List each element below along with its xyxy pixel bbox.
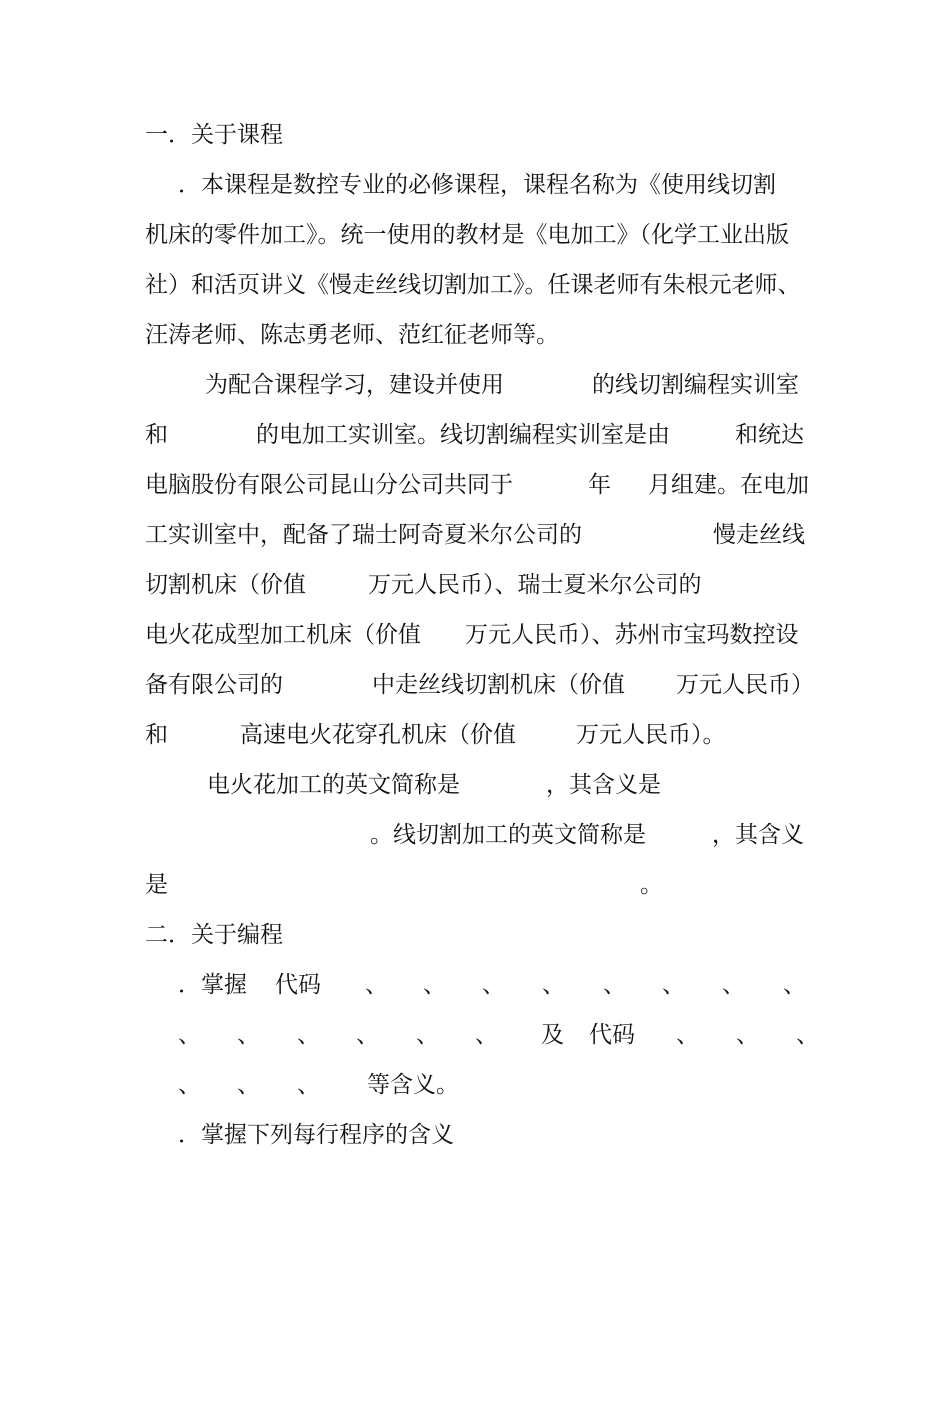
separator: 、 — [482, 972, 505, 998]
paragraph-text: 万元人民币）。 — [576, 722, 726, 748]
item-text: 等含义。 — [367, 1072, 459, 1098]
separator: 、 — [178, 1022, 201, 1048]
paragraph-line — [0, 868, 950, 902]
list-item — [0, 1018, 950, 1052]
paragraph-text: 切割机床（价值 — [145, 572, 306, 598]
paragraph-text: 工实训室中，配备了瑞士阿奇夏米尔公司的 — [145, 522, 582, 548]
paragraph-text: ，其含义 — [712, 822, 804, 848]
separator: 、 — [178, 1072, 201, 1098]
separator: 、 — [297, 1022, 320, 1048]
paragraph-line — [0, 468, 950, 502]
paragraph-text: 慢走丝线 — [713, 522, 805, 548]
separator: 、 — [423, 972, 446, 998]
item-text: 代码 — [589, 1022, 635, 1048]
paragraph-text: 。 — [640, 872, 663, 898]
list-item — [0, 968, 950, 1002]
paragraph-line — [0, 218, 950, 252]
paragraph-text: ．本课程是数控专业的必修课程，课程名称为《使用线切割 — [178, 172, 776, 198]
paragraph-text: 备有限公司的 — [145, 672, 283, 698]
separator: 、 — [356, 1022, 379, 1048]
separator: 、 — [416, 1022, 439, 1048]
separator: 、 — [365, 972, 388, 998]
paragraph-text: ，其含义是 — [546, 772, 661, 798]
paragraph-line — [0, 568, 950, 602]
paragraph-text: 是 — [145, 872, 168, 898]
paragraph-line — [0, 718, 950, 752]
section-heading-text: 一．关于课程 — [145, 122, 283, 148]
item-text: ．掌握下列每行程序的含义 — [178, 1122, 454, 1148]
paragraph-line — [0, 168, 950, 202]
paragraph-line — [0, 668, 950, 702]
paragraph-text: 为配合课程学习，建设并使用 — [205, 372, 504, 398]
paragraph-text: 高速电火花穿孔机床（价值 — [240, 722, 516, 748]
paragraph-line — [0, 818, 950, 852]
paragraph-text: 和 — [145, 722, 168, 748]
list-item — [0, 1068, 950, 1102]
paragraph-text: 和 — [145, 422, 168, 448]
section-heading — [0, 918, 950, 952]
item-text: ．掌握 — [178, 972, 247, 998]
paragraph-text: 社）和活页讲义《慢走丝线切割加工》。任课老师有朱根元老师、 — [145, 272, 801, 298]
separator: 、 — [237, 1072, 260, 1098]
separator: 、 — [662, 972, 685, 998]
item-text: 代码 — [275, 972, 321, 998]
list-item — [0, 1118, 950, 1152]
separator: 、 — [603, 972, 626, 998]
paragraph-text: 万元人民币） — [676, 672, 814, 698]
paragraph-line — [0, 768, 950, 802]
separator: 、 — [475, 1022, 498, 1048]
section-heading-text: 二．关于编程 — [145, 922, 283, 948]
paragraph-text: 的线切割编程实训室 — [592, 372, 799, 398]
paragraph-line — [0, 518, 950, 552]
paragraph-text: 月组建。在电加 — [648, 472, 809, 498]
separator: 、 — [237, 1022, 260, 1048]
paragraph-line — [0, 618, 950, 652]
paragraph-text: 万元人民币）、瑞士夏米尔公司的 — [368, 572, 702, 598]
separator: 、 — [297, 1072, 320, 1098]
separator: 、 — [676, 1022, 699, 1048]
paragraph-line — [0, 418, 950, 452]
paragraph-text: 电火花成型加工机床（价值 — [145, 622, 421, 648]
paragraph-text: 中走丝线切割机床（价值 — [372, 672, 625, 698]
paragraph-line — [0, 268, 950, 302]
paragraph-text: 汪涛老师、陈志勇老师、范红征老师等。 — [145, 322, 559, 348]
item-text: 及 — [541, 1022, 564, 1048]
separator: 、 — [542, 972, 565, 998]
paragraph-text: 电火花加工的英文简称是 — [207, 772, 460, 798]
section-heading — [0, 118, 950, 152]
paragraph-text: 电脑股份有限公司昆山分公司共同于 — [145, 472, 513, 498]
paragraph-line — [0, 318, 950, 352]
paragraph-text: 。线切割加工的英文简称是 — [370, 822, 646, 848]
separator: 、 — [796, 1022, 819, 1048]
paragraph-line — [0, 368, 950, 402]
paragraph-text: 机床的零件加工》。统一使用的教材是《电加工》（化学工业出版 — [145, 222, 789, 248]
paragraph-text: 年 — [588, 472, 611, 498]
paragraph-text: 万元人民币）、苏州市宝玛数控设 — [465, 622, 799, 648]
paragraph-text: 和统达 — [735, 422, 804, 448]
separator: 、 — [736, 1022, 759, 1048]
paragraph-text: 的电加工实训室。线切割编程实训室是由 — [256, 422, 670, 448]
separator: 、 — [722, 972, 745, 998]
separator: 、 — [783, 972, 806, 998]
